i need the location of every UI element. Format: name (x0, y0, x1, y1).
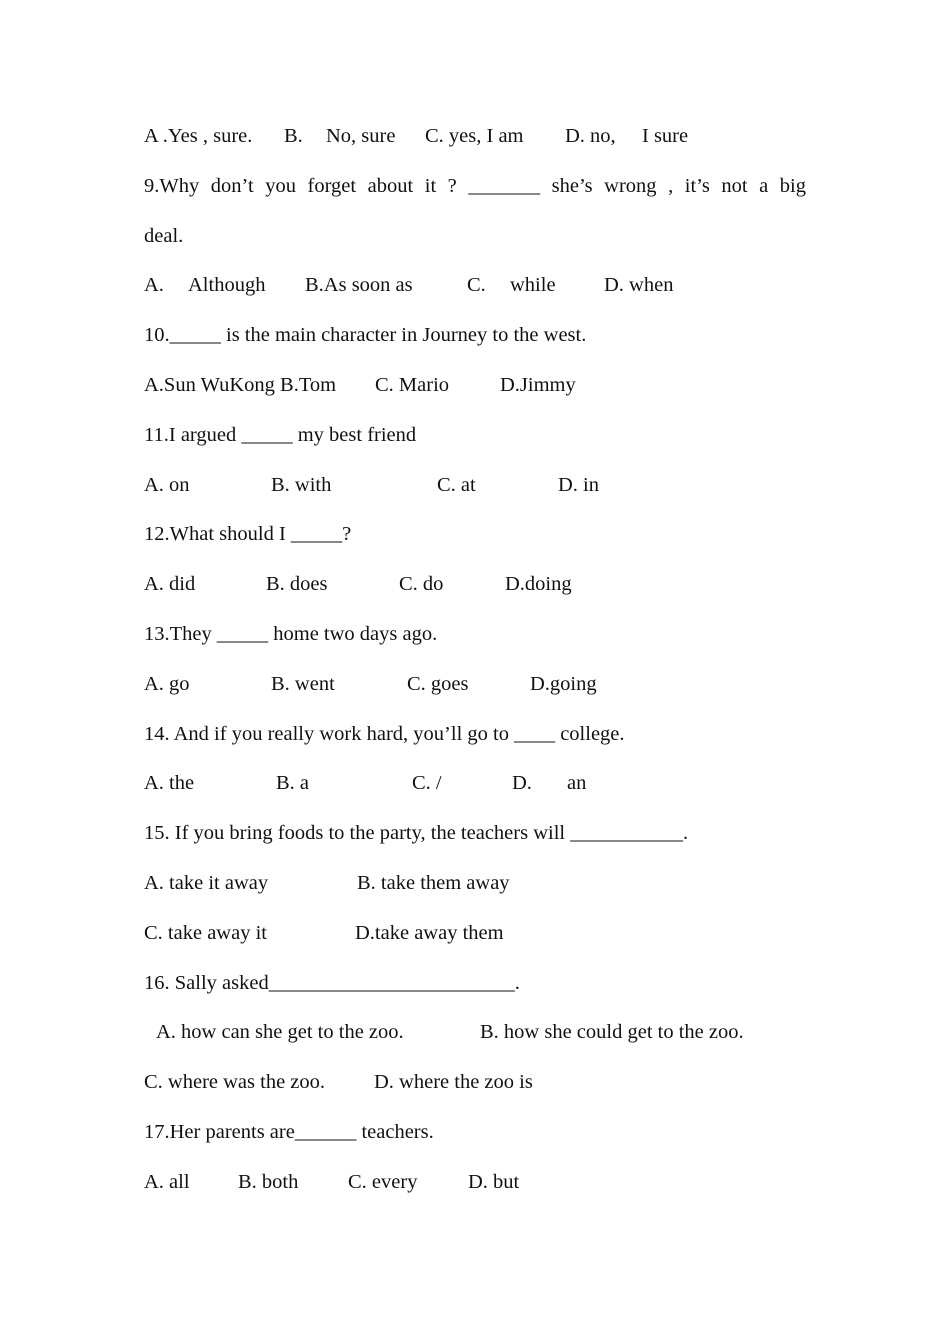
text-segment: C. / (412, 772, 442, 794)
text-segment: D. (512, 772, 532, 794)
text-segment: B. does (266, 573, 328, 595)
text-segment: D.doing (505, 573, 572, 595)
text-segment: B. take them away (357, 872, 510, 894)
text-line (0, 522, 950, 546)
text-segment: D. no, (565, 125, 616, 147)
text-segment: B.As soon as (305, 274, 413, 296)
text-segment: B. went (271, 673, 335, 695)
text-line (0, 921, 950, 945)
text-segment: D. in (558, 474, 599, 496)
text-segment: D.going (530, 673, 597, 695)
text-segment: B. how she could get to the zoo. (480, 1021, 744, 1043)
text-line (0, 1020, 950, 1044)
text-segment: an (567, 772, 587, 794)
text-segment: 11.I argued _____ my best friend (144, 424, 417, 446)
text-line (0, 1120, 950, 1144)
text-segment: D. but (468, 1171, 520, 1193)
text-line (0, 971, 950, 995)
text-line (0, 771, 950, 795)
text-segment: B. both (238, 1171, 299, 1193)
text-segment: 10._____ is the main character in Journey to the west. (144, 324, 587, 346)
text-segment: A.Sun WuKong B.Tom (144, 374, 337, 396)
text-segment: A. all (144, 1171, 190, 1193)
text-segment: C. do (399, 573, 444, 595)
text-line (0, 572, 950, 596)
text-segment: A. did (144, 573, 196, 595)
text-segment: C. (467, 274, 486, 296)
text-segment: A. how can she get to the zoo. (156, 1021, 404, 1043)
text-line (0, 373, 950, 397)
text-segment: A. go (144, 673, 190, 695)
text-line (0, 323, 950, 347)
text-line (0, 124, 950, 148)
text-segment: while (510, 274, 556, 296)
text-segment: A. on (144, 474, 190, 496)
text-line (0, 722, 950, 746)
text-segment: 12.What should I _____? (144, 523, 352, 545)
text-line (0, 1070, 950, 1094)
text-segment: 17.Her parents are______ teachers. (144, 1121, 434, 1143)
text-segment: C. at (437, 474, 476, 496)
text-line: 9.Why don’t you forget about it ? _______ she’s wrong , it’s not a big (144, 175, 806, 197)
text-line (0, 622, 950, 646)
text-segment: B. with (271, 474, 332, 496)
text-segment: B. (284, 125, 303, 147)
text-segment: A .Yes , sure. (144, 125, 253, 147)
text-segment: 13.They _____ home two days ago. (144, 623, 438, 645)
text-segment: C. yes, I am (425, 125, 524, 147)
text-line (0, 224, 950, 248)
text-segment: D.take away them (355, 922, 504, 944)
text-segment: D. where the zoo is (374, 1071, 533, 1093)
text-segment: A. (144, 274, 164, 296)
text-segment: deal. (144, 225, 184, 247)
text-segment: D.Jimmy (500, 374, 576, 396)
text-segment: 14. And if you really work hard, you’ll go to ____ college. (144, 723, 625, 745)
text-line (0, 473, 950, 497)
text-segment: D. when (604, 274, 674, 296)
text-line (0, 672, 950, 696)
text-segment: 15. If you bring foods to the party, the teachers will ___________. (144, 822, 689, 844)
text-segment: I sure (642, 125, 689, 147)
text-segment: 16. Sally asked________________________. (144, 972, 520, 994)
text-segment: No, sure (326, 125, 396, 147)
text-segment: A. take it away (144, 872, 269, 894)
text-segment: C. every (348, 1171, 418, 1193)
text-line (0, 821, 950, 845)
text-segment: C. where was the zoo. (144, 1071, 326, 1093)
text-line (0, 871, 950, 895)
text-line (0, 423, 950, 447)
text-segment: A. the (144, 772, 195, 794)
text-segment: C. goes (407, 673, 469, 695)
text-segment: B. a (276, 772, 310, 794)
text-segment: Although (188, 274, 266, 296)
text-line (0, 273, 950, 297)
text-segment: C. take away it (144, 922, 267, 944)
text-segment: C. Mario (375, 374, 450, 396)
text-line (0, 1170, 950, 1194)
